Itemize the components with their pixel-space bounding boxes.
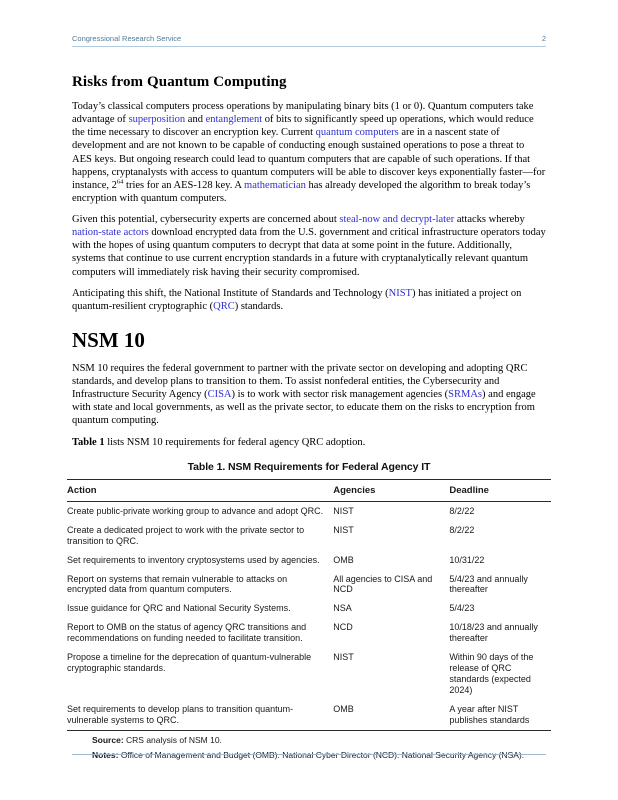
footer-rule [72,754,546,755]
table-row [67,700,551,730]
hyperlink[interactable]: steal-now and decrypt-later [339,214,455,225]
text-run: Anticipating this shift, the National Institute of Standards and Technology ( [72,287,389,299]
column-header-agencies: Agencies [333,479,449,501]
table-cell-agencies: NCD [333,622,353,633]
table-row [67,648,551,700]
text-run: attacks whereby [454,214,525,225]
table-cell-deadline: 8/2/22 [449,505,475,516]
table-row [67,618,551,648]
column-header-action: Action [67,479,333,501]
paragraph-nsm10-requirements [72,362,546,428]
table-notes [92,750,546,761]
text-run: lists NSM 10 requirements for federal agency QRC adoption. [104,436,366,448]
bold-text: Table 1 [72,436,105,448]
hyperlink[interactable]: QRC [213,300,235,312]
table-1-block [67,460,546,762]
text-run: download encrypted data from the U.S. government and critical infrastructure operators today with the hopes of using quantum computers to decrypt that data at some point in the future. Additionally, systems that continue to use current encryption standards in a future with cryptanalytically relevant quantum computers will immediately risk having their security compromised. [72,227,546,278]
table-row [67,570,551,600]
text-run: are in a nascent state of development and are not known to be capable of conducting enough sustained operations to pose a threat to AES keys. But ongoing research could lead to quantum computers that are capable of such operations. If that happens, cryptanalysts with access to quantum computers will be able to discover keys exponentially faster—for instance, 2 [72,127,546,191]
source-text: CRS analysis of NSM 10. [123,735,222,746]
table-source [92,735,546,746]
text-run: and [185,114,206,126]
source-label: Source: [92,735,124,746]
page-number: 2 [541,34,546,43]
table-cell-deadline: A year after NIST publishes standards [449,704,530,726]
table-cell-deadline: 5/4/23 and annually thereafter [449,573,528,595]
superscript-text: 64 [116,178,124,186]
text-run: NSM 10 requires the federal government to partner with the private sector on developing and adopting QRC standards, and develop plans to transition to them. To assist nonfederal entities, the Cybersecurity and Infrastructure Security Agency ( [72,362,528,401]
column-header-deadline: Deadline [449,479,551,501]
text-run: ) has initiated a project on quantum-resilient cryptographic ( [72,287,522,312]
table-title: Table 1. NSM Requirements for Federal Agency IT [187,460,431,473]
table-cell-action: Set requirements to inventory cryptosystems used by agencies. [67,554,320,565]
table-cell-action: Create public-private working group to advance and adopt QRC. [67,505,324,516]
table-cell-agencies: NIST [333,652,354,663]
table-cell-deadline: 8/2/22 [449,524,475,535]
text-run: of bits to significantly speed up operations, which would reduce the time necessary to discover an encryption key. Current [72,114,534,139]
notes-label: Notes: [92,750,119,761]
table-cell-agencies: NIST [333,524,354,535]
hyperlink[interactable]: nation-state actors [72,227,149,239]
table-cell-action: Report to OMB on the status of agency QRC transitions and recommendations on funding needed to facilitate transition. [67,622,307,644]
text-run: ) is to work with sector risk management agencies ( [231,389,449,401]
table-row [67,551,551,570]
paragraph-nist-project [72,287,546,313]
hyperlink[interactable]: entanglement [205,114,263,126]
hyperlink[interactable]: mathematician [244,179,306,191]
table-cell-agencies: NSA [333,603,352,614]
table-cell-action: Create a dedicated project to work with the private sector to transition to QRC. [67,524,305,546]
table-body [67,501,551,731]
section-heading-nsm10: NSM 10 [72,327,145,352]
nsm-requirements-table [67,479,551,732]
table-cell-action: Issue guidance for QRC and National Security Systems. [67,603,291,614]
table-row [67,521,551,551]
page-header [72,34,546,47]
notes-text: Office of Management and Budget (OMB). National Cyber Director (NCD). National Security Agency (NSA). [118,750,525,761]
table-cell-action: Report on systems that remain vulnerable to attacks on encrypted data from quantum computers. [67,573,288,595]
table-header-row [67,479,551,501]
table-cell-agencies: OMB [333,704,354,715]
text-run: has already developed the algorithm to break today’s encryption with quantum computers. [72,179,531,204]
paragraph-quantum-overview [72,100,546,205]
table-row [67,501,551,520]
text-run: ) and engage with state and local governments, as well as the private sector, to educate them on the risks to encryption from quantum computing. [72,389,536,427]
hyperlink[interactable]: NIST [388,287,412,299]
text-run: ) standards. [234,300,284,312]
paragraph-table1-reference [72,436,546,449]
table-cell-deadline: 10/31/22 [449,554,485,565]
table-cell-deadline: 5/4/23 [449,603,475,614]
table-cell-action: Propose a timeline for the deprecation of quantum-vulnerable cryptographic standards. [67,652,312,674]
table-cell-deadline: Within 90 days of the release of QRC standards (expected 2024) [449,652,534,696]
text-run: Today’s classical computers process operations by manipulating binary bits (1 or 0). Quantum computers take advantage of [72,101,534,126]
text-run: tries for an AES-128 key. A [123,179,245,191]
hyperlink[interactable]: superposition [128,114,186,126]
table-cell-action: Set requirements to develop plans to transition quantum-vulnerable systems to QRC. [67,704,294,726]
section-heading-risks: Risks from Quantum Computing [72,74,287,90]
paragraph-steal-now-decrypt-later [72,213,546,279]
text-run: Given this potential, cybersecurity experts are concerned about [72,214,340,225]
hyperlink[interactable]: quantum computers [315,127,399,139]
table-cell-deadline: 10/18/23 and annually thereafter [449,622,538,644]
table-row [67,599,551,618]
table-cell-agencies: NIST [333,505,354,516]
table-cell-agencies: OMB [333,554,354,565]
hyperlink[interactable]: SRMAs [448,389,483,401]
hyperlink[interactable]: CISA [207,389,232,401]
header-title: Congressional Research Service [72,34,182,43]
table-cell-agencies: All agencies to CISA and NCD [333,573,433,595]
